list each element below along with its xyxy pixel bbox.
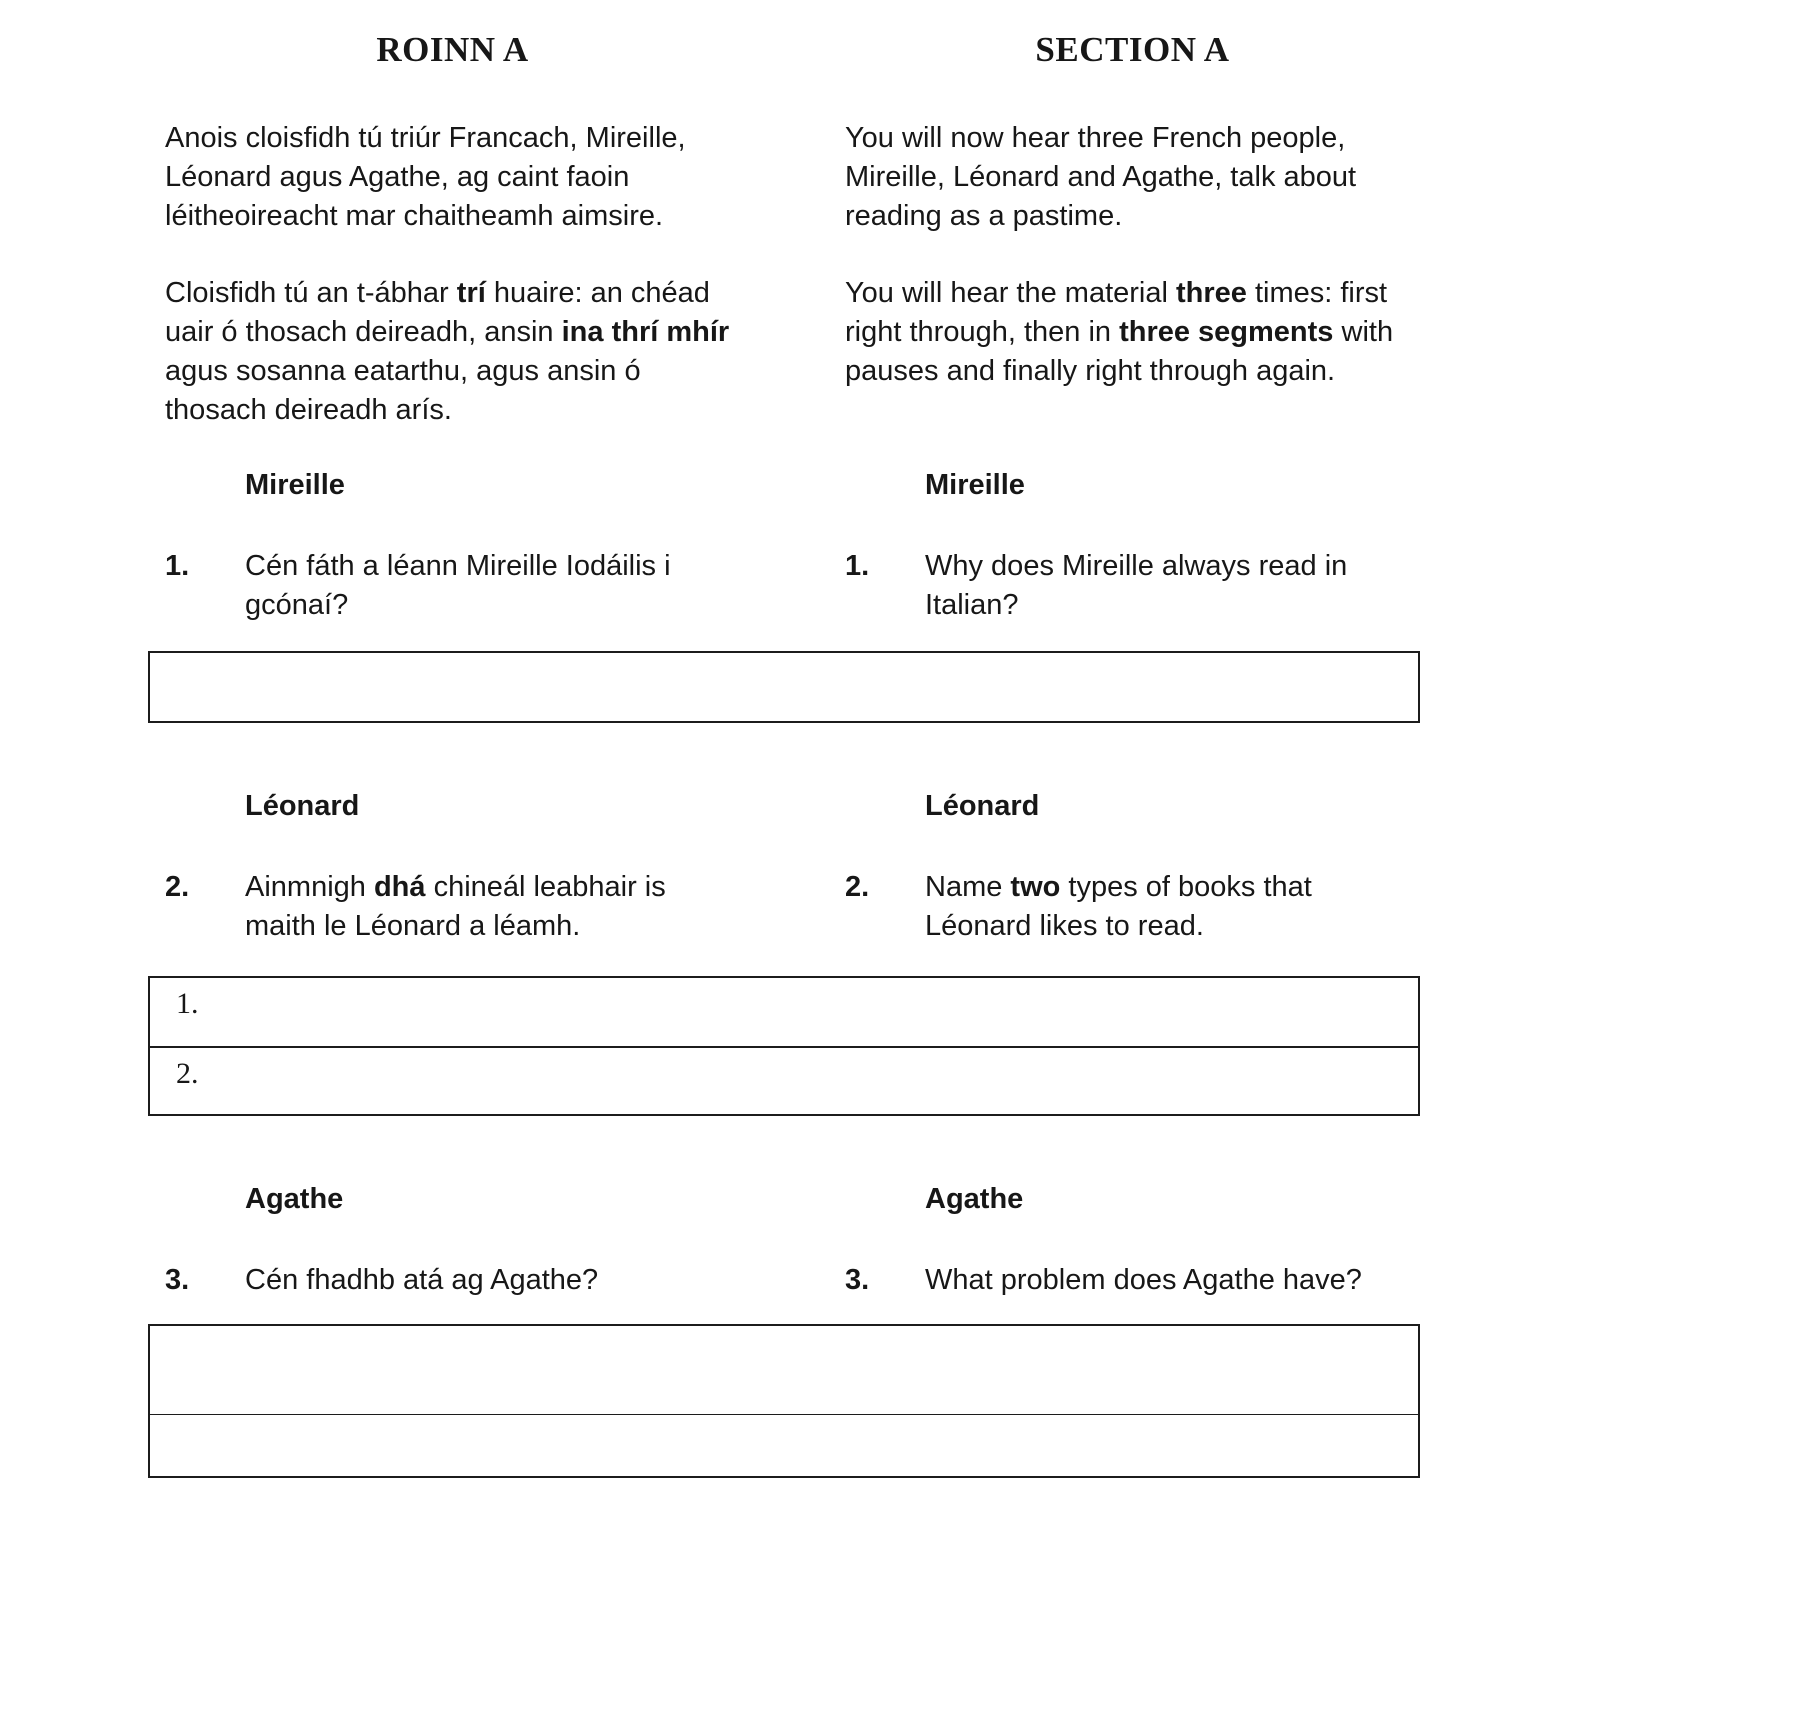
subheading-mireille-english-cell [845,466,1420,505]
question-number: 2. [845,871,870,904]
question-2-irish [165,868,740,946]
subheading-leonard-english-cell [845,787,1420,826]
question-text: What problem does Agathe have? [925,1264,1362,1297]
question-number: 1. [845,550,870,583]
intro-paragraph-2-english [845,274,1420,391]
text-part: with pauses and finally right through again. [845,316,1394,388]
question-3-irish-cell [165,1261,740,1300]
answer-row-q3-2[interactable] [150,1414,1418,1476]
question-text: Why does Mireille always read in Italian? [925,550,1348,622]
intro-paragraph-2-irish [165,274,740,430]
bold-text-part: three [1176,277,1247,310]
question-number: 2. [165,871,190,904]
question-3-irish [165,1261,740,1300]
question-2-irish-cell [165,868,740,946]
section-title-english: SECTION A [1035,30,1230,69]
subheading-mireille-english: Mireille [925,469,1025,502]
question-number: 3. [845,1264,870,1297]
text-part: agus sosanna eatarthu, agus ansin ó thosach deireadh arís. [165,355,641,427]
question-3-english [845,1261,1420,1300]
answer-row-q2-1[interactable] [150,978,1418,1046]
answer-row-q1[interactable] [150,653,1418,721]
answer-row-label: 1. [176,987,199,1021]
exam-page [148,0,1420,1478]
intro-paragraph-1-irish: Anois cloisfidh tú triúr Francach, Mireille, Léonard agus Agathe, ag caint faoin léitheoireacht mar chaitheamh aimsire. [165,122,686,233]
subheading-mireille-irish: Mireille [245,469,345,502]
section-title-cell-irish [165,26,740,73]
subheading-leonard-irish: Léonard [245,790,360,823]
question-text: Cén fáth a léann Mireille Iodáilis i gcónaí? [245,550,671,622]
question-1-irish-cell [165,547,740,625]
question-1-english [845,547,1420,625]
intro-p1-english-cell [845,119,1420,236]
subheading-leonard-row [148,787,1420,826]
bold-text-part: trí [456,277,486,310]
bold-text-part: ina thrí mhír [561,316,730,349]
question-2-row [148,868,1420,946]
question-text [925,868,1385,946]
section-title-cell-english [845,26,1420,73]
question-1-english-cell [845,547,1420,625]
bold-text-part: two [1010,871,1061,904]
section-title-row [148,26,1420,73]
text-part: chineál leabhair is maith le Léonard a léamh. [245,871,666,943]
question-3-english-cell [845,1261,1420,1300]
intro-p2-irish-cell [165,274,740,430]
intro-paragraph-1-row [148,119,1420,236]
answer-row-label: 2. [176,1057,199,1091]
question-2-english-cell [845,868,1420,946]
text-part: types of books that Léonard likes to read. [925,871,1312,943]
text-part: huaire: an chéad uair ó thosach deireadh, ansin [165,277,710,349]
question-number: 1. [165,550,190,583]
bold-text-part: dhá [373,871,426,904]
subheading-leonard-irish-cell [165,787,740,826]
section-title-irish: ROINN A [376,30,529,69]
subheading-agathe-irish-cell [165,1180,740,1219]
intro-paragraph-2-row [148,274,1420,430]
text-part: Cloisfidh tú an t-ábhar [165,277,457,310]
bold-text-part: three segments [1119,316,1334,349]
question-1-irish [165,547,740,625]
intro-p1-irish-cell [165,119,740,236]
question-text: Cén fhadhb atá ag Agathe? [245,1264,599,1297]
text-part: You will hear the material [845,277,1176,310]
subheading-agathe-english: Agathe [925,1183,1024,1216]
text-part: times: first right through, then in [845,277,1388,349]
subheading-leonard-english: Léonard [925,790,1040,823]
subheading-mireille-irish-cell [165,466,740,505]
question-number: 3. [165,1264,190,1297]
question-3-row [148,1261,1420,1300]
answer-row-q3-1[interactable] [150,1326,1418,1414]
text-part: Ainmnigh [245,871,374,904]
subheading-mireille-row [148,466,1420,505]
text-part: Name [925,871,1011,904]
answer-box-q1 [148,651,1420,723]
question-text [245,868,705,946]
answer-box-q3 [148,1324,1420,1478]
answer-row-q2-2[interactable] [150,1046,1418,1114]
subheading-agathe-row [148,1180,1420,1219]
subheading-agathe-irish: Agathe [245,1183,344,1216]
subheading-agathe-english-cell [845,1180,1420,1219]
question-1-row [148,547,1420,625]
intro-paragraph-1-english: You will now hear three French people, Mireille, Léonard and Agathe, talk about reading as a pastime. [845,122,1357,233]
intro-p2-english-cell [845,274,1420,430]
question-2-english [845,868,1420,946]
answer-box-q2 [148,976,1420,1116]
